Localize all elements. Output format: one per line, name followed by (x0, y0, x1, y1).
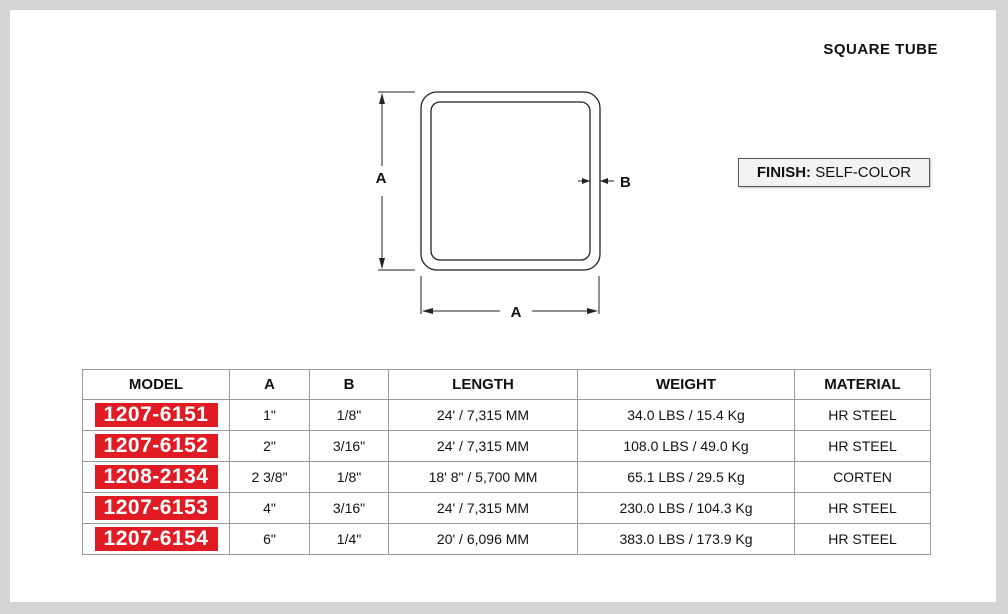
model-badge: 1207-6152 (95, 434, 218, 458)
spec-table (82, 369, 931, 555)
table-row (83, 462, 931, 493)
cell-weight: 108.0 LBS / 49.0 Kg (578, 431, 795, 462)
cell-length: 24' / 7,315 MM (389, 493, 578, 524)
cell-length: 20' / 6,096 MM (389, 524, 578, 555)
cell-material: HR STEEL (795, 400, 931, 431)
header-b: B (310, 370, 389, 400)
header-model: MODEL (83, 370, 230, 400)
cell-a: 6" (230, 524, 310, 555)
dim-label-b: B (620, 174, 631, 191)
header-a: A (230, 370, 310, 400)
dim-label-a-left: A (375, 170, 387, 187)
cell-b: 3/16" (310, 493, 389, 524)
cell-a: 1" (230, 400, 310, 431)
spec-sheet (10, 10, 996, 602)
header-length: LENGTH (389, 370, 578, 400)
table-header-row (83, 370, 931, 400)
cell-b: 1/4" (310, 524, 389, 555)
cell-weight: 230.0 LBS / 104.3 Kg (578, 493, 795, 524)
tube-inner-wall (431, 102, 590, 260)
cell-weight: 34.0 LBS / 15.4 Kg (578, 400, 795, 431)
finish-box (738, 158, 930, 187)
table-row (83, 431, 931, 462)
cell-material: HR STEEL (795, 431, 931, 462)
arrow-right-icon (587, 308, 598, 314)
cell-a: 4" (230, 493, 310, 524)
page-title: SQUARE TUBE (823, 41, 938, 58)
cell-a: 2" (230, 431, 310, 462)
arrow-b-in-icon (582, 178, 590, 184)
model-badge: 1207-6153 (95, 496, 218, 520)
table-row (83, 524, 931, 555)
table-row (83, 400, 931, 431)
cell-length: 24' / 7,315 MM (389, 431, 578, 462)
arrow-down-icon (379, 258, 385, 269)
arrow-left-icon (422, 308, 433, 314)
arrow-up-icon (379, 93, 385, 104)
cell-material: HR STEEL (795, 493, 931, 524)
cell-material: HR STEEL (795, 524, 931, 555)
header-material: MATERIAL (795, 370, 931, 400)
table-row (83, 493, 931, 524)
finish-value: SELF-COLOR (815, 164, 912, 181)
model-badge: 1207-6154 (95, 527, 218, 551)
model-badge: 1208-2134 (95, 465, 218, 489)
dim-label-a-bottom: A (510, 304, 522, 321)
model-badge: 1207-6151 (95, 403, 218, 427)
cell-weight: 383.0 LBS / 173.9 Kg (578, 524, 795, 555)
arrow-b-out-icon (600, 178, 608, 184)
finish-label: FINISH: (756, 164, 812, 181)
cell-b: 1/8" (310, 400, 389, 431)
cell-length: 18' 8" / 5,700 MM (389, 462, 578, 493)
cell-weight: 65.1 LBS / 29.5 Kg (578, 462, 795, 493)
tube-outer-wall (421, 92, 600, 270)
cell-a: 2 3/8" (230, 462, 310, 493)
cell-material: CORTEN (795, 462, 931, 493)
header-weight: WEIGHT (578, 370, 795, 400)
cell-length: 24' / 7,315 MM (389, 400, 578, 431)
cell-b: 3/16" (310, 431, 389, 462)
cell-b: 1/8" (310, 462, 389, 493)
